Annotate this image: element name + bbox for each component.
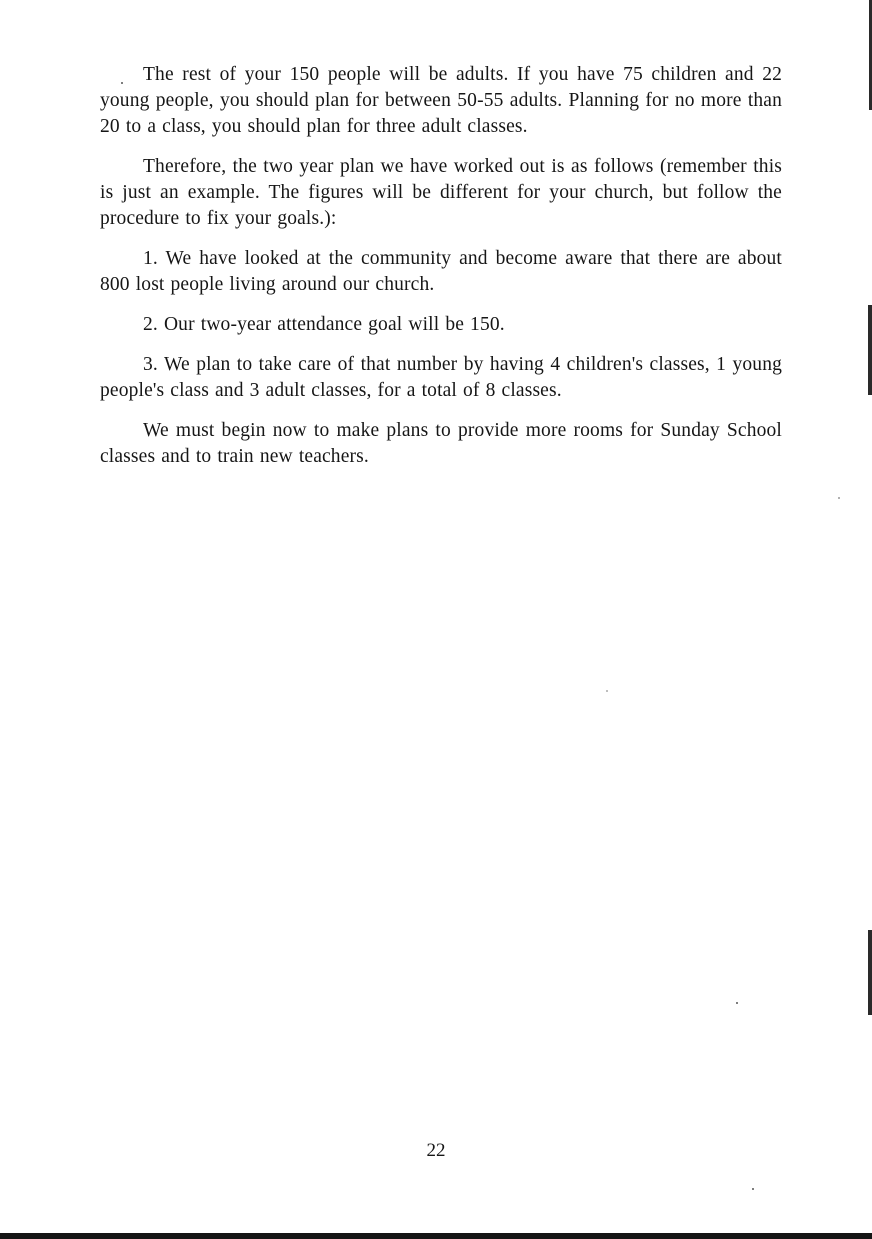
scan-speck: [606, 690, 608, 692]
scan-speck: [752, 1188, 754, 1190]
body-text: [100, 62, 782, 484]
scan-edge-bottom: [0, 1233, 872, 1239]
scan-speck: [736, 1002, 738, 1004]
scan-speck: [121, 82, 123, 84]
paragraph-two-year-plan: Therefore, the two year plan we have worked out is as follows (remember this is just an example. The figures will be different for your church, but follow the procedure to fix your goals.):: [100, 156, 782, 229]
list-item-classes: 3. We plan to take care of that number by having 4 children's classes, 1 young people's class and 3 adult classes, for a total of 8 classes.: [100, 354, 782, 401]
list-item-community: 1. We have looked at the community and become aware that there are about 800 lost people living around our church.: [100, 248, 782, 295]
paragraph-adults: The rest of your 150 people will be adults. If you have 75 children and 22 young people, you should plan for between 50-55 adults. Planning for no more than 20 to a class, you should plan for three adult classes.: [100, 64, 782, 137]
page-number: 22: [426, 1140, 446, 1161]
scan-speck: [838, 497, 840, 499]
scan-edge-right-middle: [868, 305, 872, 395]
scan-edge-right-lower: [868, 930, 872, 1015]
list-item-attendance-goal: 2. Our two-year attendance goal will be 150.: [143, 314, 505, 335]
paragraph-rooms-teachers: We must begin now to make plans to provide more rooms for Sunday School classes and to train new teachers.: [100, 420, 782, 467]
